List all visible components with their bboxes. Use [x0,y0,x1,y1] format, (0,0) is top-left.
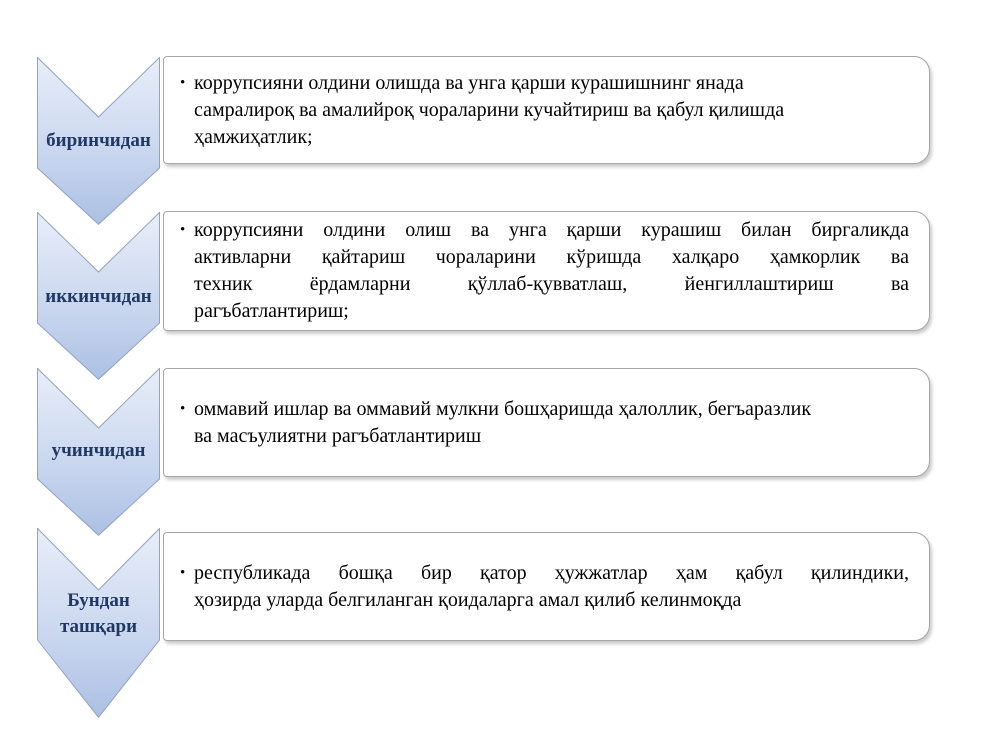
chevron-shape-3 [37,368,160,536]
chevron-shape-4 [37,528,160,718]
chevron-label-1: биринчидан [46,130,151,151]
content-box-1 [163,56,930,164]
box-text-3 [194,396,909,450]
bullet-paragraph [180,560,909,614]
content-box-3 [163,368,930,477]
text-line: техник ёрдамларни қўллаб-қувватлаш, йенгиллаштириш ва [194,273,909,295]
bullet-paragraph [180,70,909,151]
bullet-icon: • [180,400,186,417]
text-line: рагъбатлантириш; [194,300,349,322]
text-line: коррупсияни олдини олишда ва унга қарши курашишнинг янада [194,71,744,94]
box-text-4 [194,560,909,614]
chevron-label-3: учинчидан [51,440,146,461]
text-line: республикада бошқа бир қатор ҳужжатлар ҳам қабул қилиндики, [194,561,909,584]
text-line: самралироқ ва амалийроқ чораларини кучайтириш ва қабул қилишда [194,98,785,121]
chevron-shape-1 [37,57,160,225]
chevron-shape-2 [37,212,160,380]
text-line: коррупсияни олдини олиш ва унга қарши курашиш билан биргаликда [194,219,909,241]
text-line: ва масъулиятни рагъбатлантириш [194,424,482,447]
text-line: активларни қайтариш чораларини кўришда халқаро ҳамкорлик ва [194,246,909,268]
box-text-2 [194,217,909,325]
bullet-icon: • [180,564,186,581]
bullet-paragraph [180,217,909,325]
text-line: ҳамжиҳатлик; [194,125,313,148]
text-line: оммавий ишлар ва оммавий мулкни бошҳаришда ҳалоллик, бегъаразлик [194,397,812,420]
chevron-label-4: Бундан ташқари [59,590,138,637]
content-box-2 [163,211,930,331]
text-line: ҳозирда уларда белгиланган қоидаларга амал қилиб келинмоқда [194,588,742,611]
bullet-icon: • [180,222,186,238]
bullet-paragraph [180,396,909,450]
chevron-label-2: иккинчидан [45,286,152,307]
box-text-1 [194,70,909,151]
content-box-4 [163,532,930,641]
bullet-icon: • [180,74,186,91]
